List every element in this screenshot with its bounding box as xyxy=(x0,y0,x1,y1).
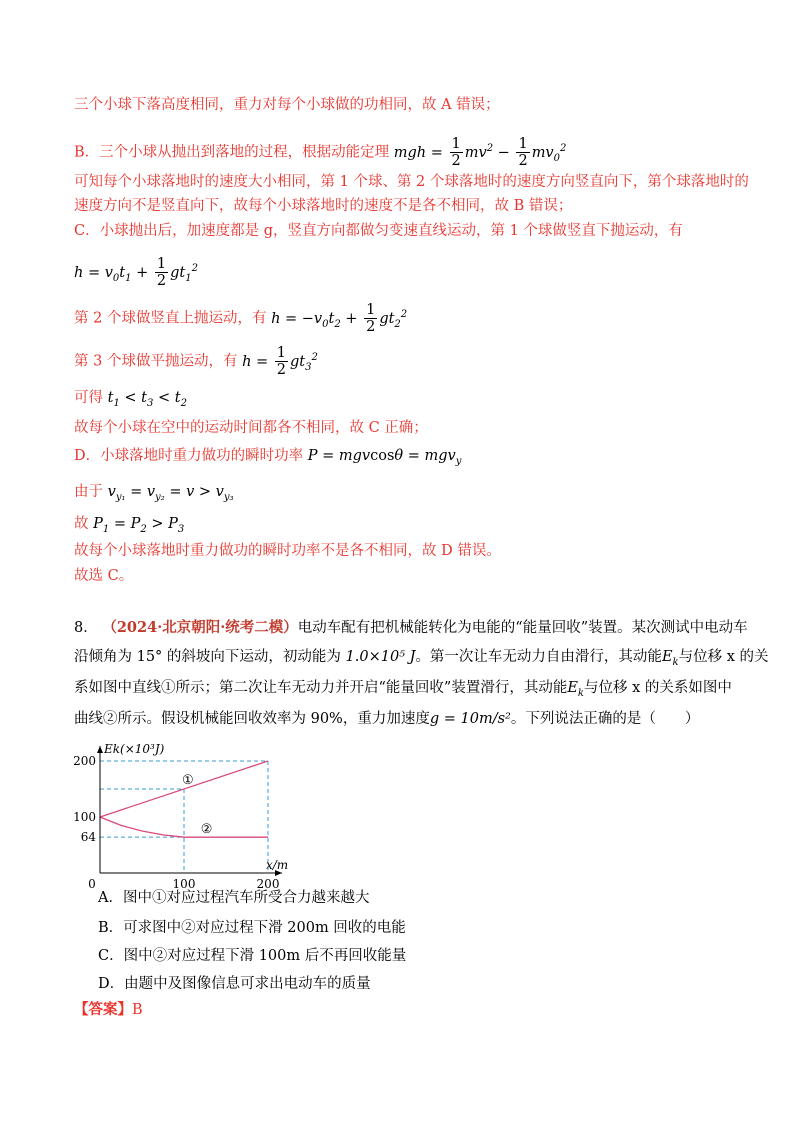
solution-line-5: C．小球抛出后，加速度都是 g，竖直方向都做匀变速直线运动，第 1 个球做竖直下抛运动，有 xyxy=(74,223,683,239)
answer-line xyxy=(74,1000,143,1020)
formula-power-compare: $P_1 = P_2 > P_3$ xyxy=(93,516,185,535)
question-line-3 xyxy=(74,678,732,704)
gravity-value: g = 10m/s² xyxy=(429,711,511,727)
ek-symbol-2: $E_k$ xyxy=(567,680,584,699)
option-a[interactable]: A．图中①对应过程汽车所受合力越来越大 xyxy=(98,890,370,906)
question-text-2a: 沿倾角为 15° 的斜坡向下运动，初动能为 xyxy=(74,649,346,665)
solution-line-9-text: 可得 xyxy=(74,390,103,406)
formula-velocity-compare: $v_{y_1} = v_{y_2} = v > v_{y_3}$ xyxy=(107,484,234,503)
answer-value: B xyxy=(132,1002,143,1018)
question-text-1: 电动车配有把机械能转化为电能的“能量回收”装置。某次测试中电动车 xyxy=(297,620,748,636)
solution-line-11-text: D．小球落地时重力做功的瞬时功率 xyxy=(74,448,304,464)
series-2-label: ② xyxy=(200,822,213,838)
solution-line-7-text: 第 2 个球做竖直上抛运动，有 xyxy=(74,310,267,327)
question-source: （2024·北京朝阳·统考二模） xyxy=(102,619,298,636)
answer-label: 【答案】 xyxy=(74,1001,132,1018)
question-number: 8． xyxy=(74,620,98,636)
solution-line-15: 故选 C。 xyxy=(74,568,134,584)
solution-line-13-text: 故 xyxy=(74,516,89,532)
formula-power: P = mgvcosθ = mgv$_y$ xyxy=(307,448,462,467)
question-line-2 xyxy=(74,647,769,673)
formula-ball-1: $h = v_0t_1$ + $\frac{1}{2}$ $gt_1^2$ xyxy=(74,256,198,289)
solution-line-11 xyxy=(74,446,461,472)
y-axis-label: Ek(×10³J) xyxy=(104,742,165,756)
y-tick-200: 200 xyxy=(73,754,96,768)
solution-line-10: 故每个小球在空中的运动时间都各不相同，故 C 正确； xyxy=(74,420,428,436)
solution-line-14: 故每个小球落地时重力做功的瞬时功率不是各不相同，故 D 错误。 xyxy=(74,543,501,559)
option-b[interactable]: B．可求图中②对应过程下滑 200m 回收的电能 xyxy=(98,920,406,936)
question-text-2c: 。第一次让车无动力自由滑行，其动能 xyxy=(415,649,662,665)
x-tick-100: 100 xyxy=(172,877,196,888)
ek-symbol: $E_k$ xyxy=(661,649,679,668)
y-axis-arrow xyxy=(97,746,103,753)
option-d[interactable]: D．由题中及图像信息可求出电动车的质量 xyxy=(98,976,371,992)
formula-time-compare: $t_1 < t_3 < t_2$ xyxy=(107,390,187,409)
solution-line-13 xyxy=(74,514,184,540)
question-text-4a: 曲线②所示。假设机械能回收效率为 90%，重力加速度 xyxy=(74,711,430,727)
y-tick-100: 100 xyxy=(73,810,96,824)
solution-line-12-text: 由于 xyxy=(74,484,103,500)
formula-ball-2: $h = -v_0t_2$ + $\frac{1}{2}$ $gt_2^2$ xyxy=(271,302,408,335)
solution-line-3: 可知每个小球落地时的速度大小相同，第 1 个球、第 2 个球落地时的速度方向竖直向下，第个球落地时的 xyxy=(74,174,749,190)
solution-line-7 xyxy=(74,302,407,335)
solution-line-2-text: B．三个小球从抛出到落地的过程，根据动能定理 xyxy=(74,144,390,161)
solution-line-8-text: 第 3 个球做平抛运动，有 xyxy=(74,353,238,370)
initial-kinetic-energy: 1.0×10⁵ J xyxy=(345,649,416,665)
y-tick-64: 64 xyxy=(80,830,96,845)
solution-line-12 xyxy=(74,482,234,508)
question-line-1 xyxy=(74,618,748,638)
x-axis-label: x/m xyxy=(266,858,289,872)
solution-line-4: 速度方向不是竖直向下，故每个小球落地时的速度不是各不相同，故 B 错误； xyxy=(74,198,573,214)
series-1-line xyxy=(100,761,268,817)
option-c[interactable]: C．图中②对应过程下滑 100m 后不再回收能量 xyxy=(98,948,407,964)
series-1-label: ① xyxy=(182,773,194,788)
x-tick-200: 200 xyxy=(256,877,280,888)
question-text-3b: 与位移 x 的关系如图中 xyxy=(583,680,732,696)
solution-line-1: 三个小球下落高度相同，重力对每个小球做的功相同，故 A 错误； xyxy=(74,97,500,113)
solution-line-9 xyxy=(74,388,187,414)
formula-ball-3: h = $\frac{1}{2}$ $gt_3^2$ xyxy=(242,345,318,378)
solution-line-2 xyxy=(74,136,566,169)
question-text-4c: 。下列说法正确的是（ ） xyxy=(510,711,700,727)
formula-kinetic-energy-theorem: mgh = $\frac{1}{2}$ $mv^2$ − $\frac{1}{2}$ $mv_0^2$ xyxy=(393,136,567,169)
ek-displacement-chart xyxy=(70,738,290,888)
solution-line-8 xyxy=(74,345,318,378)
question-text-2d: 与位移 x 的关 xyxy=(678,649,769,665)
x-tick-0: 0 xyxy=(88,877,96,888)
question-line-4 xyxy=(74,709,699,729)
question-text-3a: 系如图中直线①所示；第二次让车无动力并开启“能量回收”装置滑行，其动能 xyxy=(74,680,568,696)
